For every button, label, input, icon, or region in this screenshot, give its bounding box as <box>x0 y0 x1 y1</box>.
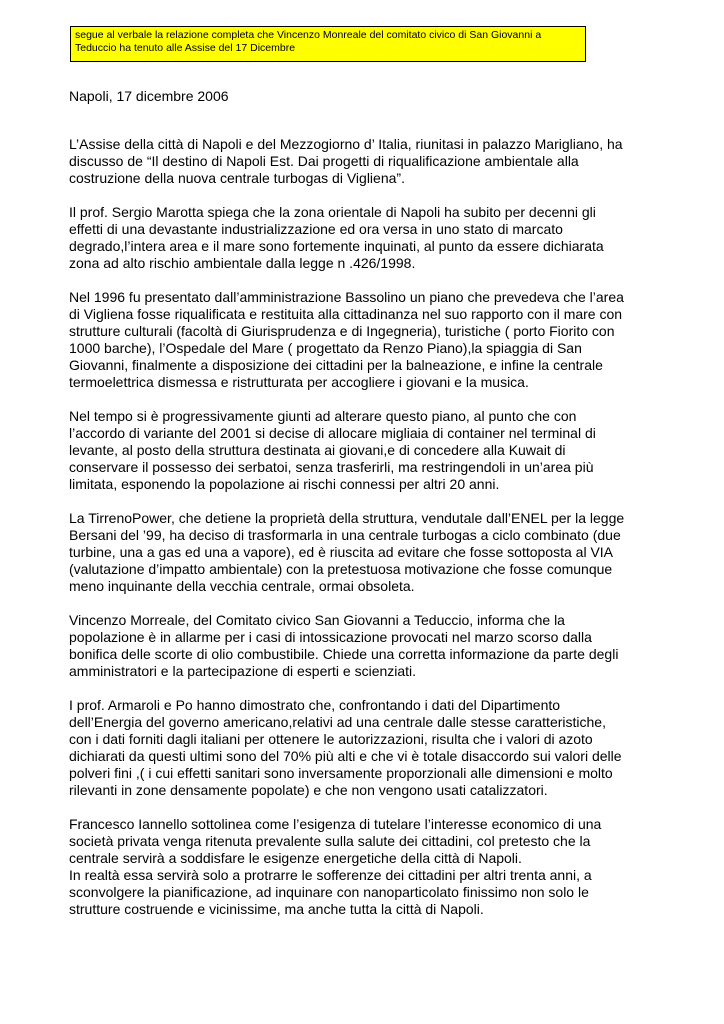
text-line: di Vigliena fosse riqualificata e restituita alla cittadinanza nel suo rapporto con il mare con <box>69 306 623 322</box>
text-line: Nel 1996 fu presentato dall’amministrazione Bassolino un piano che prevedeva che l’area <box>69 289 624 305</box>
text-line: società privata venga ritenuta prevalente sulla salute dei cittadini, col pretesto che la <box>69 833 591 849</box>
paragraph-tirrenopower <box>69 510 659 595</box>
text-line: l’accordo di variante del 2001 si decise di allocare migliaia di container nel terminal di <box>69 425 596 441</box>
text-line: La TirrenoPower, che detiene la proprietà della struttura, vendutale dall’ENEL per la legge <box>69 510 625 526</box>
text-line: popolazione è in allarme per i casi di intossicazione provocati nel marzo scorso dalla <box>69 629 592 645</box>
paragraph-marotta <box>69 204 659 272</box>
text-line: conservare il possesso dei serbatoi, senza trasferirli, ma restringendoli in un’area più <box>69 459 594 475</box>
text-line: centrale servirà a soddisfare le esigenze energetiche della città di Napoli. <box>69 850 522 866</box>
document-date: Napoli, 17 dicembre 2006 <box>69 88 229 104</box>
paragraph-morreale <box>69 612 659 680</box>
text-line: strutture culturali (facoltà di Giurisprudenza e di Ingegneria), turistiche ( porto Fiorito con <box>69 323 615 339</box>
header-note-line: Teduccio ha tenuto alle Assise del 17 Dicembre <box>75 42 296 54</box>
text-line: Vincenzo Morreale, del Comitato civico San Giovanni a Teduccio, informa che la <box>69 612 565 628</box>
text-line: Nel tempo si è progressivamente giunti ad alterare questo piano, al punto che con <box>69 408 577 424</box>
text-line: bonifica delle scorte di olio combustibile. Chiede una corretta informazione da parte degli <box>69 646 619 662</box>
text-line: discusso de “Il destino di Napoli Est. Dai progetti di riqualificazione ambientale alla <box>69 153 579 169</box>
text-line: sconvolgere la pianificazione, ad inquinare con nanoparticolato finissimo non solo le <box>69 884 589 900</box>
paragraph-bassolino-plan <box>69 289 659 391</box>
text-line: effetti di una devastante industrializzazione ed ora versa in uno stato di marcato <box>69 221 563 237</box>
paragraph-iannello <box>69 816 659 918</box>
text-line: 1000 barche), l’Ospedale del Mare ( progettato da Renzo Piano),la spiaggia di San <box>69 340 582 356</box>
text-line: In realtà essa servirà solo a protrarre le sofferenze dei cittadini per altri trenta anni, a <box>69 867 592 883</box>
text-line: turbine, una a gas ed una a vapore), ed è riuscita ad evitare che fosse sottoposta al VIA <box>69 544 614 560</box>
text-line: Giovanni, finalmente a disposizione dei cittadini per la balneazione, e infine la centrale <box>69 357 603 373</box>
text-line: levante, al posto della struttura destinata ai giovani,e di concedere alla Kuwait di <box>69 442 566 458</box>
text-line: amministratori e la partecipazione di esperti e scienziati. <box>69 663 417 679</box>
text-line: Francesco Iannello sottolinea come l’esigenza di tutelare l’interesse economico di una <box>69 816 602 832</box>
paragraph-armaroli-po <box>69 697 659 799</box>
text-line: limitata, esponendo la popolazione ai rischi connessi per altri 20 anni. <box>69 476 500 492</box>
header-note-line: segue al verbale la relazione completa che Vincenzo Monreale del comitato civico di San Giovanni a <box>75 29 542 41</box>
text-line: strutture costruende e vicinissime, ma anche tutta la città di Napoli. <box>69 901 484 917</box>
text-line: costruzione della nuova centrale turbogas di Vigliena”. <box>69 170 405 186</box>
paragraph-variante-2001 <box>69 408 659 493</box>
text-line: L’Assise della città di Napoli e del Mezzogiorno d’ Italia, riunitasi in palazzo Marigliano, ha <box>69 136 623 152</box>
text-line: zona ad alto rischio ambientale dalla legge n .426/1998. <box>69 255 416 271</box>
paragraph-assise-intro <box>69 136 659 187</box>
text-line: (valutazione d’impatto ambientale) con la pretestuosa motivazione che fosse comunque <box>69 561 613 577</box>
document-body <box>69 136 659 935</box>
text-line: termoelettrica dismessa e ristrutturata per accogliere i giovani e la musica. <box>69 374 529 390</box>
text-line: degrado,l’intera area e il mare sono fortemente inquinati, al punto da essere dichiarata <box>69 238 604 254</box>
text-line: dichiarati da questi ultimi sono del 70% più alti e che vi è totale disaccordo sui valori delle <box>69 748 622 764</box>
text-line: rilevanti in zone densamente popolate) e che non vengono usati catalizzatori. <box>69 782 548 798</box>
text-line: I prof. Armaroli e Po hanno dimostrato che, confrontando i dati del Dipartimento <box>69 697 561 713</box>
text-line: meno inquinante della vecchia centrale, ormai obsoleta. <box>69 578 415 594</box>
text-line: dell’Energia del governo americano,relativi ad una centrale dalle stesse caratteristiche, <box>69 714 606 730</box>
text-line: con i dati forniti dagli italiani per ottenere le autorizzazioni, risulta che i valori di azoto <box>69 731 593 747</box>
text-line: Bersani del ’99, ha deciso di trasformarla in una centrale turbogas a ciclo combinato (due <box>69 527 621 543</box>
text-line: Il prof. Sergio Marotta spiega che la zona orientale di Napoli ha subito per decenni gli <box>69 204 596 220</box>
text-line: polveri fini ,( i cui effetti sanitari sono inversamente proporzionali alle dimensioni e molto <box>69 765 613 781</box>
header-note-box <box>70 26 586 62</box>
